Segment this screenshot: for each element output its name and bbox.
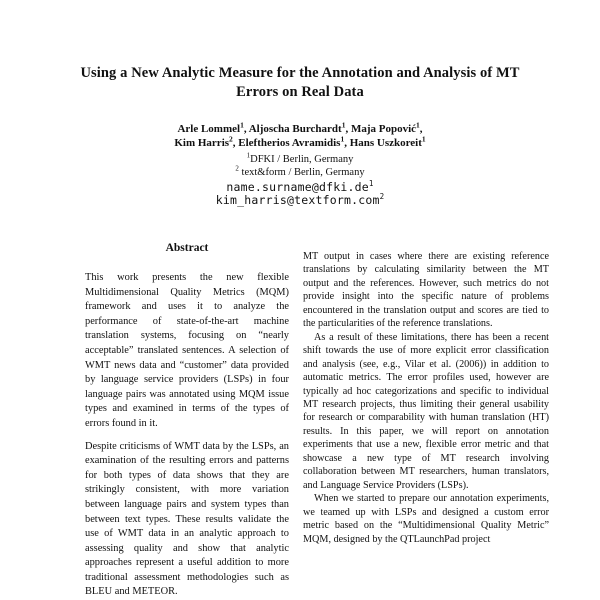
affiliation-list [0, 153, 600, 179]
email-address: name.surname@dfki.de [226, 180, 369, 194]
right-column-intro [303, 250, 549, 546]
title-line-1: Using a New Analytic Measure for the Annotation and Analysis of MT [80, 65, 520, 81]
author-line-1 [0, 122, 600, 136]
email-sup: 1 [368, 179, 374, 189]
email-list [0, 181, 600, 207]
author-sup: 1 [340, 134, 345, 144]
paper-header [0, 64, 600, 207]
affiliation-sup: 1 [246, 151, 251, 160]
author-line-comma: , [419, 123, 423, 135]
affiliation-dfki [0, 153, 600, 166]
email-address: kim_harris@textform.com [215, 193, 380, 207]
intro-paragraph-1: MT output in cases where there are existing reference translations by calculating similarity between the MT output and the references. However, such metrics do not provide insight into the specific nature of problems encountered in the translation output and scores are tied to the particularities of the reference translations. [303, 251, 549, 330]
affiliation-text: DFKI / Berlin, Germany [250, 154, 354, 165]
abstract-paragraph-1: This work presents the new flexible Multidimensional Quality Metrics (MQM) framework and uses it to analyze the performance of state-of-the-art machine translation systems, focusing on “nearly acceptable” translated sentences. A selection of WMT news data and “customer” data provided by language service providers (LSPs) in four language pairs was annotated using MQM issue types and examined in terms of the types of errors found in it. [85, 272, 289, 429]
abstract-heading: Abstract [165, 242, 209, 254]
email-sup: 2 [379, 192, 385, 202]
author-sup: 1 [416, 120, 420, 130]
intro-paragraph-2: As a result of these limitations, there has been a recent shift towards the use of more explicit error classification and analysis (see, e.g., Vilar et al. (2006)) in addition to automatic metrics. The error profiles used, however are typically ad hoc categorizations and specific to individual MT research projects, thus limiting their general usability for research or comparability with human translation (HT) results. In this paper, we will report on annotation experiments that use a new, flexible error metric and that showcase a new type of MT research involving collaboration between MT researchers, human translators, and Language Service Providers (LSPs). [303, 331, 549, 491]
author-list [0, 122, 600, 150]
author-sup: 1 [240, 120, 244, 130]
author-name-harris: Kim Harris [174, 137, 230, 149]
author-sup: 2 [229, 134, 233, 144]
author-name-uszkoreit: , Hans Uszkoreit [344, 137, 422, 149]
author-name-lommel: Arle Lommel [177, 123, 241, 135]
author-name-avramidis: , Eleftherios Avramidis [232, 137, 341, 149]
author-name-burchardt: , Aljoscha Burchardt [243, 123, 342, 135]
abstract-paragraph-2: Despite criticisms of WMT data by the LSPs, an examination of the resulting errors and patterns for both types of data shows that they are strikingly consistent, with more variation between language pairs and system types than between text types. These results validate the use of WMT data in an analytic approach to assessing quality and show that analytic approaches represent a useful addition to more traditional assessment methodologies such as BLEU and METEOR. [85, 440, 289, 598]
paper-title [0, 64, 600, 102]
intro-paragraph-3: When we started to prepare our annotation experiments, we teamed up with LSPs and designed a custom error metric based on the “Multidimensional Quality Metric” MQM, designed by the QTLaunchPad project [303, 493, 549, 545]
author-sup: 1 [421, 134, 426, 144]
author-line-2 [0, 136, 600, 150]
left-column-abstract [85, 242, 289, 600]
title-line-2: Errors on Real Data [236, 84, 364, 100]
author-sup: 1 [341, 120, 346, 130]
email-textform [0, 194, 600, 207]
author-name-popovic: , Maja Popović [345, 123, 417, 135]
affiliation-sup: 2 [235, 164, 239, 173]
affiliation-textform [0, 166, 600, 179]
affiliation-text: text&form / Berlin, Germany [238, 167, 365, 178]
